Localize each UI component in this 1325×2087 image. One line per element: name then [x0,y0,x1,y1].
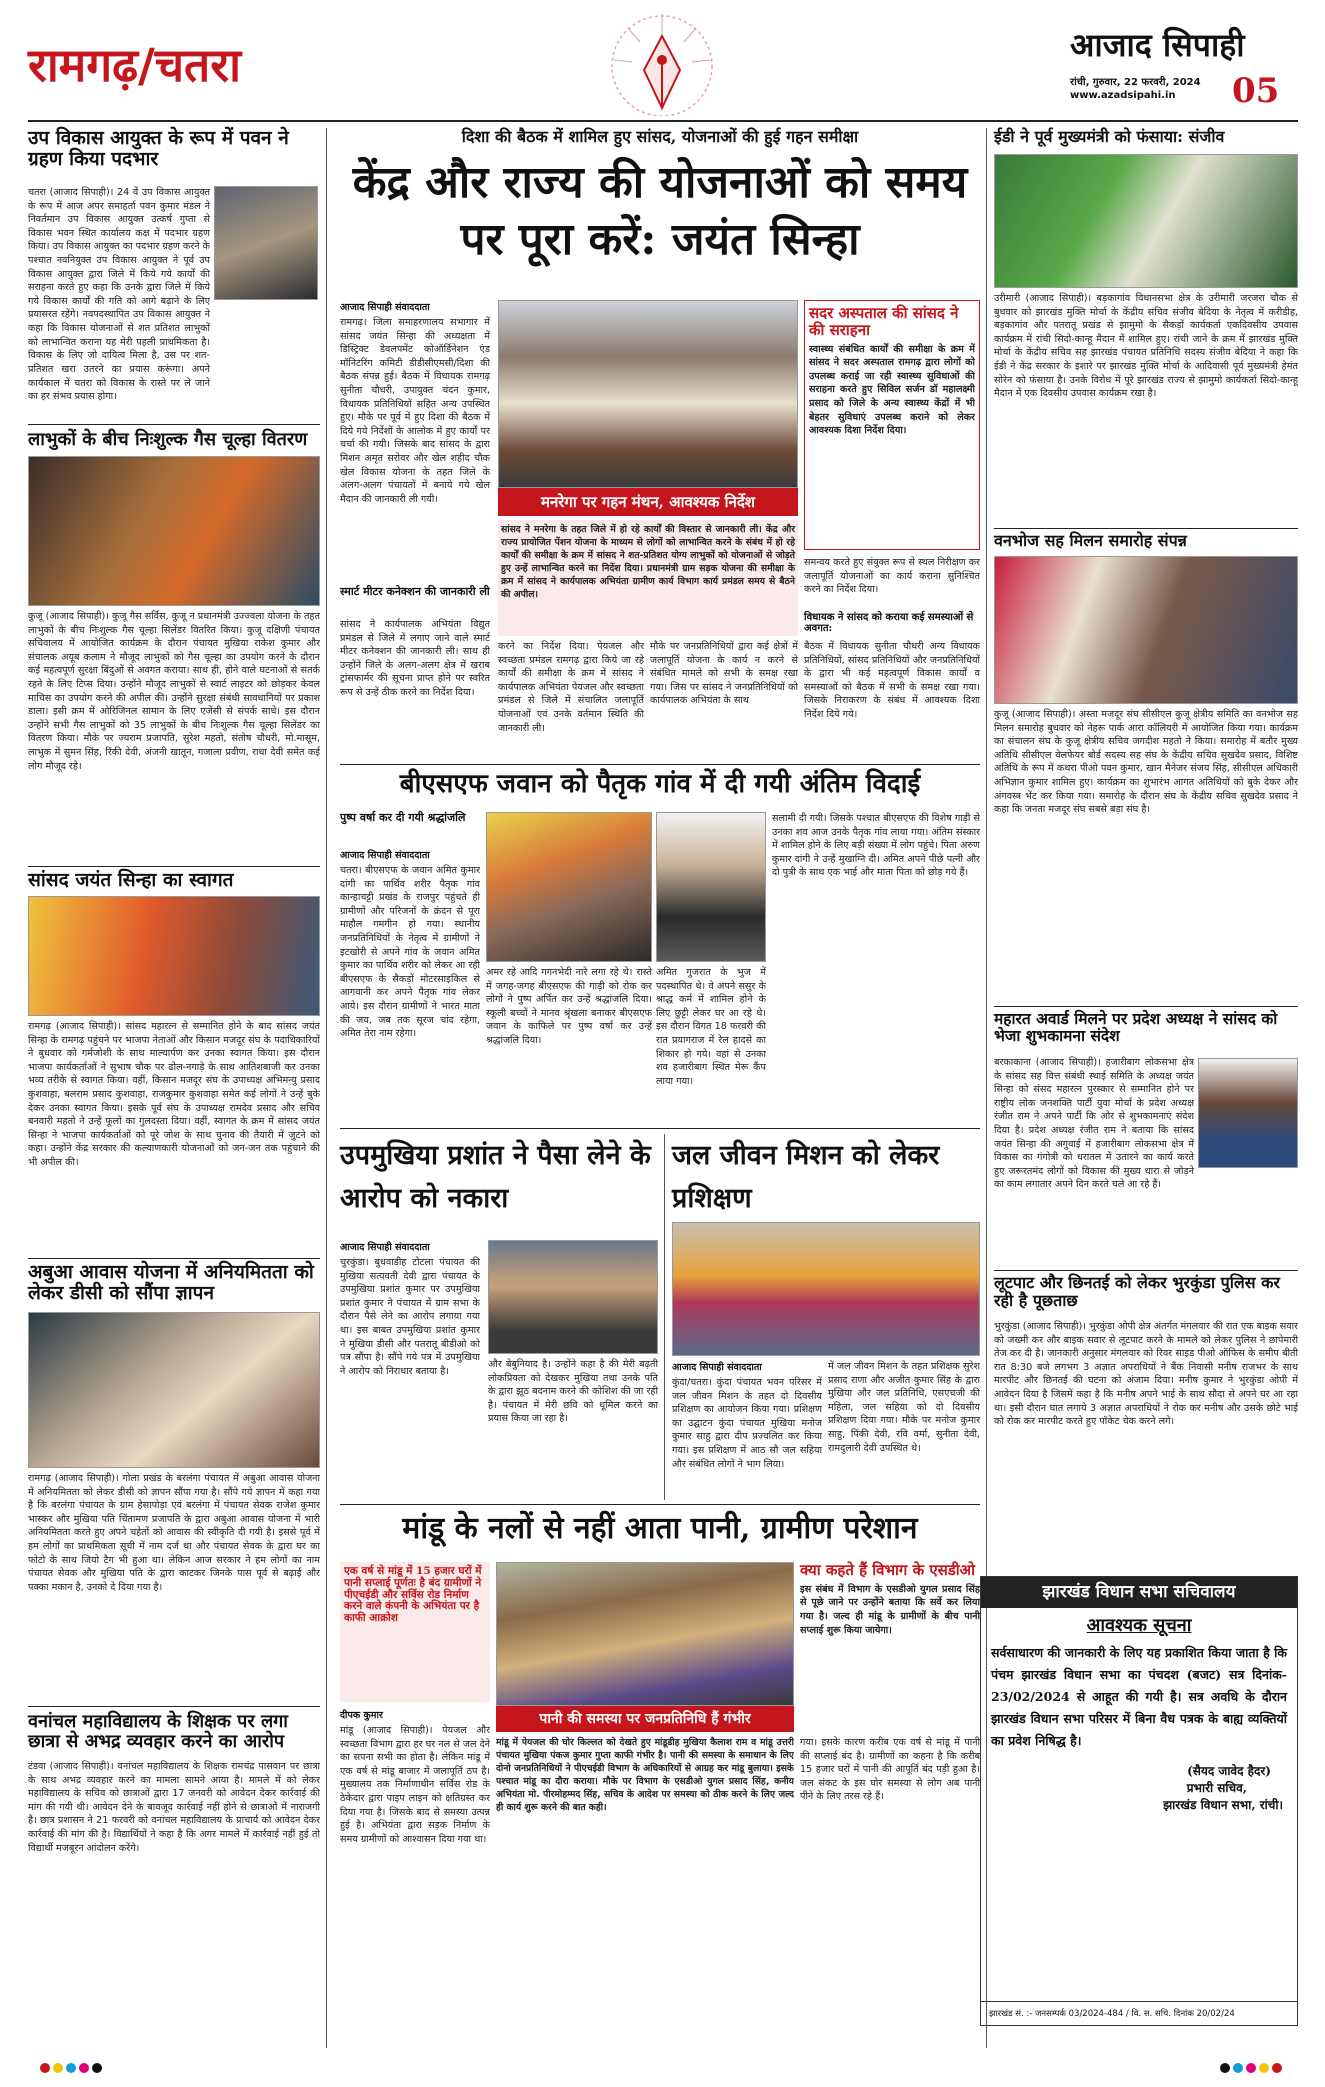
lead-body-bottom4: बैठक में विधायक सुनीता चौधरी अन्य विधायक प्रतिनिधियों, सांसद प्रतिनिधियों और जनप्रतिनिधियों के द्वारा भी कई महत्वपूर्ण विकास कार्यों व समस्याओं को बैठक में सभी के समक्ष रखा गया। जिसके निराकरण के संबंध में आवश्यक दिशा निर्देश दिये गये। [804,641,980,721]
divider [340,1504,980,1505]
divider [994,528,1298,529]
jjm-body2: में जल जीवन मिशन के तहत प्रशिक्षक सुरेश प्रसाद राणा और अजीत कुमार सिंह के द्वारा मुखिया और जल प्रतिनिधि, एसएचजी की महिला, जल सहिया को दो दिवसीय प्रशिक्षण दिया गया। मौके पर मनोज कुमार साहु, पिंकी देवी, रवि वर्मा, सुनीता देवी, रामदुलारी देवी उपस्थित थे। [828,1361,980,1454]
lead-sidebar-body: स्वास्थ्य संबंधित कार्यों की समीक्षा के क्रम में सांसद ने सदर अस्पताल रामगढ़ द्वारा लोगों को उपलब्ध कराई जा रही स्वास्थ्य सुविधाओं की सराहना करते हुए सिविल सर्जन डॉ महालक्ष्मी प्रसाद को जिले के अन्य स्वास्थ्य केंद्रों में भी बेहतर सुविधाएं उपलब्ध कराने को लेकर आवश्यक दिशा निर्देश दिया। [809,343,975,437]
masthead-rule [28,120,1298,122]
jjm-training-photo [672,1222,980,1356]
bsf-body4: सलामी दी गयी। जिसके पश्चात बीएसएफ की विशेष गाड़ी से उनका शव आज उनके पैतृक गांव लाया गया। अंतिम संस्कार में शामिल होने के लिए बड़ी संख्या में लोग पहुंचे। पिता अरुण कुमार दांगी ने उन्हें मुखाग्नि दी। अमित अपने पीछे पत्नी और दो पुत्री के साथ एक भाई और माता पिता को छोड़ गये हैं। [772,813,980,879]
col1-article1-photo [214,186,318,300]
col5-article3-body: बरकाकाना (आजाद सिपाही)। हजारीबाग लोकसभा क्षेत्र के सांसद सह वित्त संबंधी स्थाई समिति के अध्यक्ष जयंत सिन्हा को संसद महारत्न पुरस्कार से सम्मानित होने पर राष्ट्रीय लोक जनशक्ति पार्टी युवा मोर्चा के प्रदेश अध्यक्ष रंजीत राम ने अपने पार्टी कि ओर से शुभकामनाएं संदेश दिया है। प्रदेश अध्यक्ष रंजीत राम ने बताया कि सांसद जयंत सिन्हा की अगुवाई में हजारीबाग लोकसभा क्षेत्र में विकास का गंगोत्री को धरातल में उतारने का कार्य करते हुए जरूरतमंद लोगों को विकास की मुख्य धारा से जोड़ने का काम लगातार अपने दिन करते चले आ रहे हैं। [994,1057,1194,1191]
notice-footer: झारखंड सं. :- जनसम्पर्क 03/2024-484 / वि. स. सचि. दिनांक 20/02/24 [981,2001,1297,2025]
bsf-body: चतरा। बीएसएफ के जवान अमित कुमार दांगी का पार्थिव शरीर पैतृक गांव कान्हाचट्टी प्रखंड के राजपुर पहुंचते ही ग्रामीणों और परिजनों के क्रंदन से पूरा माहौल गमगीन हो गया। स्थानीय जनप्रतिनिधियों के नेतृत्व में ग्रामीणों ने इटखोरी से अपने गांव के जवान अमित कुमार का पार्थिव शरीर को लेकर आ रही बीएसएफ के सैकड़ों मोटरसाइकिल से आगवानी कर अपने पैतृक गांव लेकर आये। इस दौरान ग्रामीणों ने भारत माता की जय, जब तक सूरज चांद रहेगा, अमित तेरा नाम रहेगा। [340,865,480,1040]
lead-photo-caption-body: सांसद ने मनरेगा के तहत जिले में हो रहे कार्यों की विस्तार से जानकारी ली। केंद्र और राज्य प्रायोजित पेंशन योजना के माध्यम से लोगों को लाभान्वित करने के संबंध में हो रहे कार्यों की समीक्षा के क्रम में सांसद ने शत-प्रतिशत योग्य लाभुकों को योजनाओं से जोड़ते हुए उन्हें लाभान्वित करने का निर्देश दिया। प्रधानमंत्री ग्राम सड़क योजना की समीक्षा के क्रम में सांसद ने कार्यपालक अभियंता ग्रामीण कार्य विभाग कार्य प्रमंडल समय से बैठने की अपील। [498,520,798,636]
jjm-headline: जल जीवन मिशन को लेकर प्रशिक्षण [672,1140,940,1215]
divider [994,1006,1298,1007]
registration-dots-left [40,2058,105,2077]
upm-byline: आजाद सिपाही संवाददाता [340,1242,430,1253]
bsf-headline: बीएसएफ जवान को पैतृक गांव में दी गयी अंतिम विदाई [399,769,921,799]
notice-body: सर्वसाधारण की जानकारी के लिए यह प्रकाशित किया जाता है कि पंचम झारखंड विधान सभा का पंचदश (बजट) सत्र दिनांक- 23/02/2024 से आहूत की गयी है। सत्र अवधि के दौरान झारखंड विधान सभा परिसर में बिना वैध पत्रक के बाह्य व्यक्तियों का प्रवेश निषिद्ध है। [991,1645,1287,1748]
legislature-notice [980,1576,1298,2026]
page-number: 05 [1232,71,1280,111]
jjm-byline: आजाद सिपाही संवाददाता [672,1362,762,1373]
notice-signer-role: प्रभारी सचिव, [1186,1780,1247,1795]
notice-header: झारखंड विधान सभा सचिवालय [981,1577,1297,1608]
col5-article4-body: भुरकुंडा (आजाद सिपाही)। भुरकुंडा ओपी क्षेत्र अंतर्गत मंगलवार की रात एक बाइक सवार को जख्मी कर और बाइक सवार से लूटपाट करने के मामले को लेकर पुलिस ने छापेमारी तेज कर दी है। जानकारी अनुसार मंगलवार को रिवर साइड पीओ ऑफिस के समीप बीती रात 8:30 बजे लगभग 3 अज्ञात अपराधियों ने बैंक निवासी मनीष राजभर के साथ मारपीट और छिनतई की घटना को अंजाम दिया। मनीष कुमार ने भुरकुंडा ओपी में आवेदन दिया है जिसमें कहा है कि मनीष अपने भाई के साथ सौदा से अपने घर आ रहा था। इसी दौरान घात लगाये 3 अज्ञात अपराधियों ने रोक कर मनीष और उसके छोटे भाई को रोक कर मारपीट करते हुए पॉकेट चेक करने लगे। [994,1321,1298,1428]
col5-article2-title: वनभोज सह मिलन समारोह संपन्न [994,531,1187,550]
section-title: रामगढ़/चतरा [28,38,241,92]
lead-body-bottom3: समन्वय करते हुए संयुक्त रूप से स्थल निरीक्षण कर जलापूर्ति योजनाओं का कार्य कराना सुनिश्चित करने का निर्देश दिया। [804,557,980,596]
lead-sidebar-title: सदर अस्पताल की सांसद ने की सराहना [809,304,959,339]
registration-dots-right [1220,2058,1285,2077]
bsf-subhead: पुष्प वर्षा कर दी गयी श्रद्धांजलि [340,811,466,824]
lead-bold-subhead: विधायक ने सांसद को कराया कई समस्याओं से अवगत: [804,612,974,635]
mandu-pull-quote: एक वर्ष से मांडू में 15 हजार घरों में पानी सप्लाई पूर्णतः है बंद ग्रामीणों ने पीएचईडी और सर्विस रोड निर्माण करने वाले कंपनी के अभियंता पर है काफी आक्रोश [344,1565,482,1624]
mandu-sidebar-body: इस संबंध में विभाग के एसडीओ युगल प्रसाद सिंह से पूछे जाने पर उन्होंने बताया कि सर्वे कर लिया गया है। जल्द ही मांडू के ग्रामीणों के बीच पानी सप्लाई शुरू किया जायेगा। [800,1583,980,1636]
bsf-byline: आजाद सिपाही संवाददाता [340,850,430,861]
divider [994,1270,1298,1271]
col5-article1-title: ईडी ने पूर्व मुख्यमंत्री को फंसाया: संजीव [994,127,1225,146]
col5-article1-body: उरीमारी (आजाद सिपाही)। बड़कागांव विधानसभा क्षेत्र के उरीमारी जरजरा चौक से बुधवार को झारखंड मुक्ति मोर्चा के केंद्रीय सचिव संजीव बेदिया के नेतृत्व में करीडीह, बड़कागांव और पतरातू प्रखंड से झामुमो के सैकड़ों कार्यकर्ता एकदिवसीय उपवास कार्यक्रम में रांची सिदो-कान्हू मैदान में शामिल हुए। रांची जाने के क्रम में झारखंड मुक्ति मोर्चा के केंद्रीय सचिव सह झारखंड पंचायत प्रतिनिधि सदस्य संजीव बेदिया ने कहा कि ईडी ने केंद्र सरकार के इशारे पर झारखंड मुक्ति मोर्चा के आदिवासी पूर्व मुख्यमंत्री हेमंत सोरेन को फंसाया है। उनके विरोध में पूरे झारखंड राज्य से झामुमो कार्यकर्ता सिदो-कान्हू मैदान में एक दिवसीय उपवास कार्यक्रम रखा है। [994,293,1298,400]
mandu-byline: दीपक कुमार [340,1710,383,1721]
col1-article3-photo [28,896,320,1016]
col5-article2-photo [994,556,1298,704]
mandu-sidebar-title: क्या कहते हैं विभाग के एसडीओ [800,1561,976,1579]
divider [340,1128,980,1129]
lead-byline: आजाद सिपाही संवाददाता [340,302,430,313]
mandu-water-photo [496,1562,794,1706]
lead-meeting-photo [498,300,798,488]
mandu-body-end: गया। इसके कारण करीब एक वर्ष से मांडू में पानी की सप्लाई बंद है। ग्रामीणों का कहना है कि करीब 15 हजार घरों में पानी की आपूर्ति बंद पड़ी हुआ है। जल संकट के इस घोर समस्या से लोग अब पानी पीने के लिए तरस रहे हैं। [800,1737,980,1803]
mandu-photo-caption: पानी की समस्या पर जनप्रतिनिधि हैं गंभीर [496,1706,794,1732]
lead-body-bottom2: मौके पर जनप्रतिनिधियों द्वारा कई क्षेत्रों में जलापूर्ति योजना के कार्य न करने से संबंधित मामले को सभी के समक्ष रखा गया। जिस पर सांसद ने जनप्रतिनिधियों को कार्यपालक अभियंता के साथ [650,641,798,707]
col1-article4-photo [28,1312,320,1468]
lead-headline: केंद्र और राज्य की योजनाओं को समय पर पूरा करें: जयंत सिन्हा [352,157,968,266]
paper-name: आजाद सिपाही [1070,26,1245,64]
divider [28,1258,320,1259]
divider [28,866,320,867]
col1-article4-body: रामगढ़ (आजाद सिपाही)। गोला प्रखंड के बरलंगा पंचायत में अबुआ आवास योजना में अनियमितता को लेकर डीसी को ज्ञापन सौंपा गया है। सौंपे गये ज्ञापन में कहा गया है कि बरलंगा पंचायत के ग्राम हेसापोड़ा एवं बरलंगा में पंचायत सेवक राजेश कुमार भास्कर और मुखिया पति चिंतामण प्रजापति के द्वारा अबुआ आवास योजना में भारी अनियमितता करते हुए अपने चहेतों को आवास की स्वीकृति दी गयी है। इससे पूर्व में हम लोगों का प्राथमिकता सूची में नाम दर्ज था और पंचायत सेवक के द्वारा घर का फोटो के साथ जियो टैग भी हुआ था। लेकिन आज सरकार ने हम लोगों का नाम पंचायत सेवक और मुखिया पति के द्वारा काटकर जिनके पास पूर्व से बढ़ाई और पक्का मकान है, उनको दे दिया गया है। [28,1473,320,1593]
divider [340,764,980,765]
col1-article5-body: टंडवा (आजाद सिपाही)। वनांचल महाविद्यालय के शिक्षक रामचंद्र पासवान पर छात्रा के साथ अभद्र व्यवहार करने का मामला सामने आया है। मामले में को लेकर महाविद्यालय के सचिव को छात्राओं द्वारा 17 जनवरी को आवेदन देकर कार्रवाई की मांग की गयी थी। आवेदन देने के बावजूद कार्रवाई नहीं होने से छात्राओं में नाराजगी है। छात्र प्रशासन ने 21 फरवरी को वनांचल महाविद्यालय के प्राचार्य को आवेदन देकर कार्रवाई की मांग की है। विद्यार्थियों ने कहा है कि अगर मामले में कार्रवाई नहीं हुई तो विद्यार्थी मजबूरन आंदोलन करेंगे। [28,1761,320,1854]
lead-photo-caption: मनरेगा पर गहन मंथन, आवश्यक निर्देश [498,488,798,516]
lead-body-bottom1: करने का निर्देश दिया। पेयजल और स्वच्छता प्रमंडल रामगढ़ द्वारा किये जा रहे कार्यों की समीक्षा के क्रम में सांसद ने कार्यपालक अभियंता पेयजल और स्वच्छता प्रमंडल से जिले में संचालित जलापूर्ति योजनाओं एवं उनके वर्तमान स्थिति की जानकारी ली। [498,641,644,734]
bsf-body2: अमर रहे आदि गगनभेदी नारे लगा रहे थे। रास्ते में जगह-जगह बीएसएफ की गाड़ी को रोक कर लोगों ने पुष्प अर्पित कर उन्हें श्रद्धांजलि दिया। स्कूली बच्चों ने मानव श्रृंखला बनाकर बीएसएफ जवान के काफिले पर पुष्प वर्षा कर उन्हें श्रद्धांजलि दिया। [486,967,652,1047]
col1-article5-title: वनांचल महाविद्यालय के शिक्षक पर लगा छात्रा से अभद्र व्यवहार करने का आरोप [28,1711,288,1753]
mandu-sidebar [800,1562,980,1712]
pen-nib-logo [606,8,718,116]
masthead [0,0,1325,122]
dateline: रांची, गुरुवार, 22 फरवरी, 2024 [1070,77,1201,88]
lead-subhead: स्मार्ट मीटर कनेक्शन की जानकारी ली [340,585,490,598]
lead-sidebar [804,300,980,550]
col5-article1-photo [994,154,1298,288]
bsf-body3: अमित गुजरात के भुज में पदस्थापित थे। वे अपने ससुर के श्राद्ध कर्म में शामिल होने के लिए छुट्टी लेकर घर आ रहे थे। इस दौरान विगत 18 फरवरी की रात प्रयागराज में रेल हादसे का शिकार हो गये। वहां से उनका शव हजारीबाग स्थित मेरू कैंप लाया गया। [656,967,766,1087]
col1-article2-title: लाभुकों के बीच निःशुल्क गैस चूल्हा वितरण [28,429,308,450]
col5-article3-title: महारत अवार्ड मिलने पर प्रदेश अध्यक्ष ने सांसद को भेजा शुभकामना संदेश [994,1009,1278,1046]
col5-article4-title: लूटपाट और छिनतई को लेकर भुरकुंडा पुलिस कर रही है पूछताछ [994,1273,1280,1310]
bsf-jawan-photo [656,812,766,962]
col1-article3-title: सांसद जयंत सिन्हा का स्वागत [28,869,234,891]
website: www.azadsipahi.in [1070,90,1176,101]
col1-article2-photo [28,456,320,606]
column-rule [664,1134,665,1500]
col1-article1-body: चतरा (आजाद सिपाही)। 24 वें उप विकास आयुक्त के रूप में आज अपर समाहर्ता पवन कुमार मंडल ने निवर्तमान उप विकास आयुक्त उत्कर्ष गुप्ता से विकास भवन स्थित कार्यालय कक्ष में पदभार ग्रहण किया। उप विकास आयुक्त का पदभार ग्रहण करने के पश्चात नवनियुक्त उप विकास आयुक्त ने पूर्व उप विकास आयुक्त द्वारा जिले में किये गये कार्यों की सराहना करते हुए कहा कि उनके द्वारा जिले में किये गये विकास कार्यों की गति को आगे बढ़ाने के लिए प्रयासरत रहेंगे। नवपदस्थापित उप विकास आयुक्त ने कहा कि विकास योजनाओं से शत प्रतिशत लाभुकों को लाभान्वित कराना यह मेरी पहली प्राथमिकता है। विकास के लिए जो दायित्व मिला है, उस पर शत-प्रतिशत खरा उतरने का प्रयास करूंगा। अपने कार्यकाल में चतरा को विकास के रास्ते पर ले जाने का हर संभव प्रयास होगा। [28,187,210,403]
notice-signer-org: झारखंड विधान सभा, रांची। [1163,1797,1283,1812]
mandu-pull-quote-box [340,1562,490,1702]
column-rule [326,128,327,2048]
divider [28,1706,320,1707]
upm-body2: और बेबुनियाद है। उन्होंने कहा है की मेरी बढ़ती लोकप्रियता को देखकर मुखिया तथा उनके पति के द्वारा झूठ बदनाम करने की कोशिश की जा रही है। पंचायत में मेरी छवि को धूमिल करने का प्रयास किया जा रहा है। [488,1359,658,1425]
col1-article4-title: अबुआ आवास योजना में अनियमितता को लेकर डीसी को सौंपा ज्ञापन [28,1261,314,1305]
mandu-body: मांडू (आजाद सिपाही)। पेयजल और स्वच्छता विभाग द्वारा हर घर नल से जल देने का सपना सभी का होता है। लेकिन मांडू में एक वर्ष से मांडू बाजार में जलापूर्ति ठप है। मुख्यालय तक निर्माणाधीन सर्विस रोड के ठेकेदार द्वारा पाइप लाइन को क्षतिग्रस्त कर दिया गया है। जिसके बाद से समस्या उत्पन्न हुई है। अभियंता द्वारा सड़क निर्माण के समय ग्रामीणों को आश्वासन दिया गया था। [340,1725,490,1845]
lead-body-left: रामगढ़। जिला समाहरणालय सभागार में सांसद जयंत सिन्हा की अध्यक्षता में डिस्ट्रिक्ट डेवलपमेंट कोऑर्डिनेशन एंड मॉनिटरिंग कमिटी डीडीसीएमसी/दिशा की बैठक संपन्न हुई। बैठक में विधायक रामगढ़ सुनीता चौधरी, उपायुक्त चंदन कुमार, विधायक प्रतिनिधियों सहित अन्य उपस्थित हुए। मौके पर पूर्व में हुए दिशा की बैठक में दिये गये निर्देशों के आलोक में हुए कार्यों पर चर्चा की गयी। जिसके बाद सांसद के द्वारा मिशन अमृत सरोवर और खेल शहीद चौक खेल विकास योजना के तहत जिले के अलग-अलग पंचायतों में बनाये गये खेल मैदान की जानकारी ली गयी। [340,317,490,505]
bsf-crowd-photo [486,812,652,962]
col5-article3-portrait [1198,1058,1298,1168]
lead-body-left2: सांसद ने कार्यपालक अभियंता विद्युत प्रमंडल से जिले में लगाए जाने वाले स्मार्ट मीटर कनेक्शन की जानकारी ली। साथ ही उन्होंने जिले के अलग-अलग क्षेत्र में खराब ट्रांसफार्मर की सूचना प्राप्त होने पर स्वरित रूप से उन्हें ठीक करने का निर्देश दिया। [340,619,490,699]
lead-kicker: दिशा की बैठक में शामिल हुए सांसद, योजनाओं की हुई गहन समीक्षा [461,127,859,146]
upm-headline: उपमुखिया प्रशांत ने पैसा लेने के आरोप को नकारा [340,1140,651,1215]
upm-portrait-photo [488,1240,658,1354]
col1-article1-title: उप विकास आयुक्त के रूप में पवन ने ग्रहण किया पदभार [28,127,289,171]
notice-title: आवश्यक सूचना [1086,1615,1192,1637]
col1-article2-body: कुजू (आजाद सिपाही)। कुजू गैस सर्विस, कुजू न प्रधानमंत्री उज्ज्वला योजना के तहत लाभुकों के बीच निःशुल्क गैस चूल्हा सिलेंडर वितरित किया। कुजू दक्षिणी पंचायत सचिवालय में आयोजित कार्यक्रम के दौरान पंचायत मुखिया राकेश कुमार और संचालक अयूब कलाम ने मौजूद लाभुकों को गैस चूल्हा का उपयोग करने के दौरान कई महत्वपूर्ण सुरक्षा बिंदुओं से अवगत कराया। साथ ही, होने वाले घटनाओं से सतर्क रहने के लिए टिप्स दिया। उन्होंने मौजूद लाभुकों से स्वार्ट लाइटर को छोड़कर केवल माचिस का उपयोग करने की अपील की। उन्होंने सुरक्षा संबंधी सावधानियों पर प्रकाश डाला। इसी क्रम में ओरिजिनल सामान के लिए एजेंसी से संपर्क साधे। इस दौरान उन्होंने सभी गैस लाभुकों को 35 लाभुकों के बीच निःशुल्क गैस चूल्हा सिलेंडर का वितरण किया। मौके पर ज्यराम प्रजापति, सुरेश महतो, संतोष चौधरी, मो.मासूम, लाभुक में सुमन सिंह, रिंकी देवी, अंजनी खातून, गजाला प्रवीण, राधा देवी समेत कई लोग मौजूद रहे। [28,611,320,772]
mandu-headline: मांडू के नलों से नहीं आता पानी, ग्रामीण परेशान [402,1511,918,1546]
col5-article2-body: कुजू (आजाद सिपाही)। अस्ता मजदूर संघ सीसीएल कुजू क्षेत्रीय समिति का वनभोज सह मिलन समारोह बुधवार को नेहरू पार्क आरा कॉलियरी में आयोजित किया गया। कार्यक्रम का संचालन संघ के कुजू क्षेत्रीय सचिव जगदीश महतो ने किया। समारोह में बतौर मुख्य अतिथि सीसीएल वेलफेयर बोर्ड सदस्य सह संघ के केंद्रीय सचिव सुखदेव प्रसाद, विशिष्ट अतिथि के रूप में कथरा पीओ पवन कुमार, खान मैनेजर संजय सिंह, सीसीएल अधिकारी अभिज्ञान कुमार शामिल हुए। कार्यक्रम का शुभारंभ आगत अतिथियों को बुके देकर और अंगवस्त्र भेंट कर किया गया। समारोह के दौरान संघ के केंद्रीय सचिव सुखदेव प्रसाद ने कहा कि जनता मजदूर संघ सबसे बड़ा संघ है। [994,709,1298,816]
col1-article3-body: रामगढ़ (आजाद सिपाही)। सांसद महारत्न से सम्मानित होने के बाद सांसद जयंत सिन्हा के रामगढ़ पहुंचने पर भाजपा नेताओं और किसान मजदूर संघ के पदाधिकारियों ने बुधवार को गर्मजोशी के साथ माल्यार्पण कर उनका स्वागत किया। इस दौरान भाजपा कार्यकर्ताओं ने सुभाष चौक पर ढोल-नगाड़े के साथ आतिशबाजी कर उनका भव्य तरीके से स्वागत किया। वहीं, किसान मजदूर संघ के उपाध्यक्ष अभिमन्यु प्रसाद कुशवाहा, बलराम प्रसाद कुशवाहा, राजकुमार कुशवाहा समेत कई लोगों ने उन्हें बुके देकर उनका स्वागत किया। इसके पूर्व संघ के उपाध्यक्ष रामदेव प्रसाद और सचिव बनवारी महतो ने उन्हें फूलों का गुलदस्ता दिया। वहीं, स्वागत के क्रम में सांसद जयंत सिन्हा ने भाजपा कार्यकर्ताओं को पूरे जोश के साथ चुनाव की तैयारी में जुटने को कहा। उन्होंने केंद्र सरकार की कल्याणकारी योजनाओं को जन-जन तक पहुंचाने की भी अपील की। [28,1021,320,1169]
mandu-caption-body: मांडू में पेयजल की घोर किल्लत को देखते हुए मांडूडीह मुखिया कैलाश राम व मांडू उत्तरी पंचायत मुखिया पंकज कुमार गुप्ता काफी गंभीर है। पानी की समस्या के समाधान के लिए दोनो जनप्रतिनिधियों ने पीएचईडी विभाग के अधिकारियों से आग्रह कर मांडू बुलाया। इसके पश्चात मांडू का दौरा कराया। मौके पर विभाग के एसडीओ युगल प्रसाद सिंह, कनीय अभियंता मो. पीरमोहम्मद सिंह, सचिव के आदेश पर समस्या को ठीक करने के लिए जल्द ही कार्य शुरू करने की बात कही। [496,1737,794,1814]
notice-signer: (सैयद जावेद हैदर) [1187,1763,1271,1778]
divider [28,424,320,425]
upm-body: चुरकुंडा। बुधवाडीह टोटला पंचायत की मुखिया सत्यवती देवी द्वारा पंचायत के उपमुखिया प्रशांत कुमार पर उपमुखिया प्रशांत कुमार ने पंचायत में ग्राम सभा के दौरान पैसे लेने का आरोप लगाया गया था। इस बाबत उपमुखिया प्रशांत कुमार ने मुखिया डीसी और पतरातू बीडीओ को पत्र सौंपा है। सौंपे गये पत्र में उपमुखिया ने आरोप को निराधार बताया है। [340,1257,480,1377]
jjm-body: कुंदा/चतरा। कुंदा पंचायत भवन परिसर में जल जीवन मिशन के तहत दो दिवसीय प्रशिक्षण का आयोजन किया गया। प्रशिक्षण का उद्घाटन कुंदा पंचायत मुखिया मनोज कुमार साहु द्वारा दीप प्रज्वलित कर किया गया। इस प्रशिक्षण में आठ सौ जल सहिया और संबंधित लोगों ने भाग लिया। [672,1377,822,1470]
